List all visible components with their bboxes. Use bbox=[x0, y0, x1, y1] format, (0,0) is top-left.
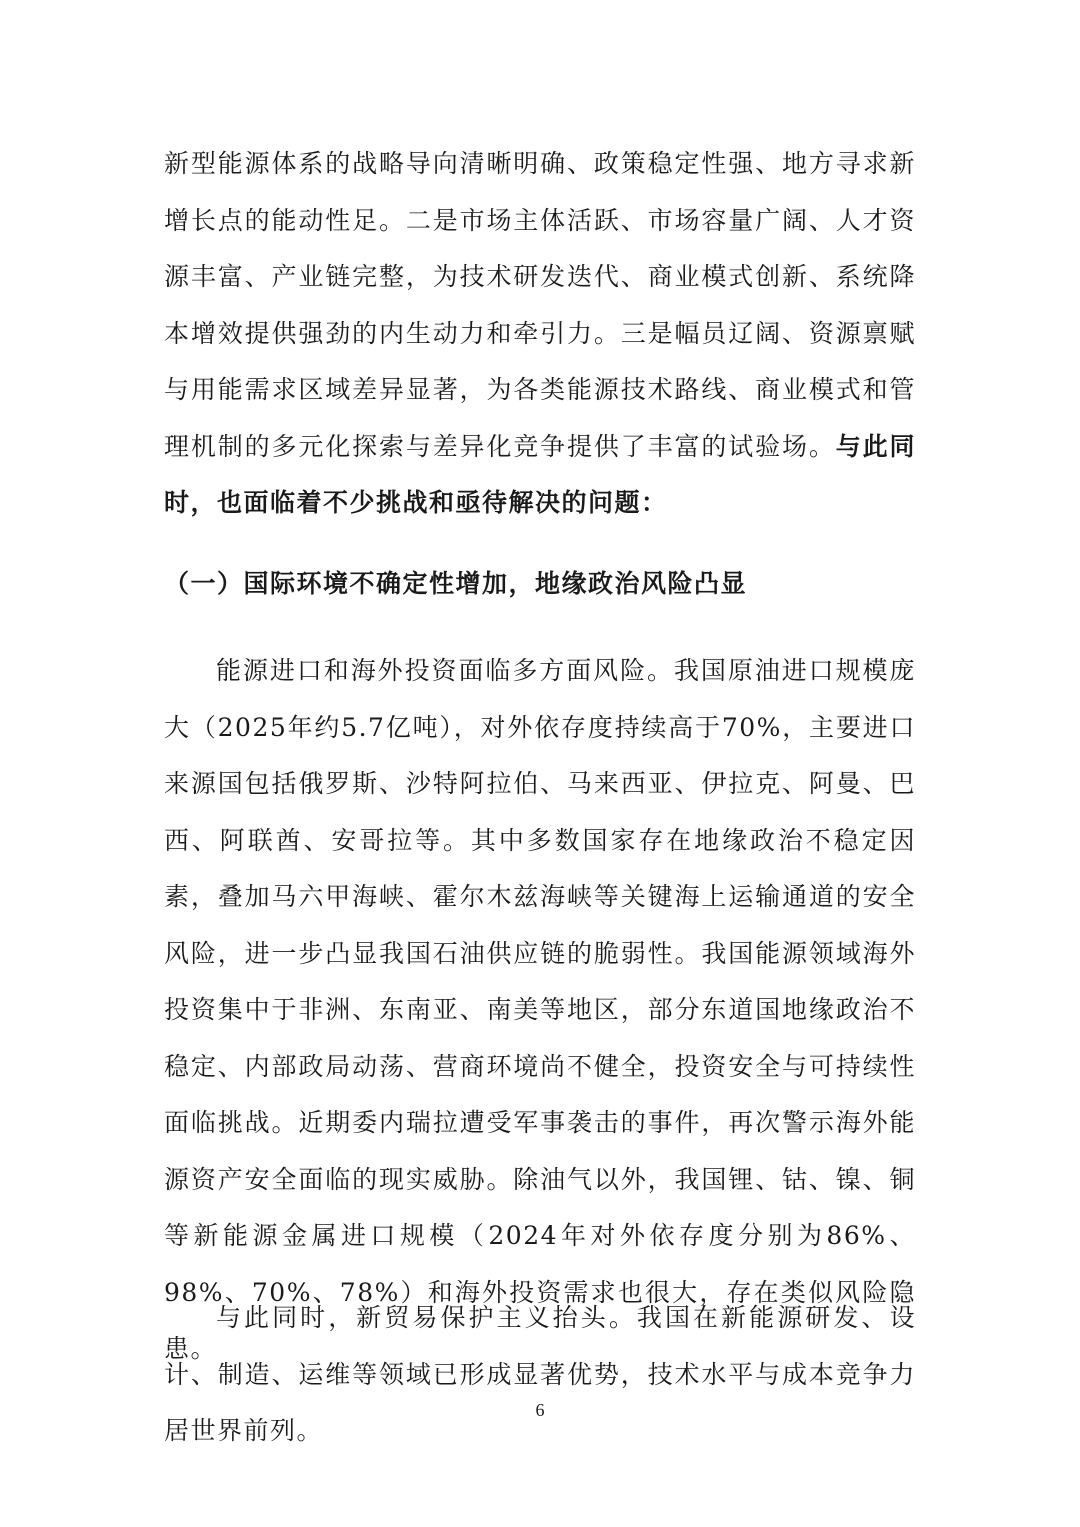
paragraph-trade-protectionism: 与此同时，新贸易保护主义抬头。我国在新能源研发、设计、制造、运维等领域已形成显著优势，技术水平与成本竞争力居世界前列。 bbox=[164, 1303, 916, 1445]
paragraph-continued bbox=[164, 136, 916, 532]
section-heading: （一）国际环境不确定性增加，地缘政治风险凸显 bbox=[164, 569, 748, 598]
page-number: 6 bbox=[535, 1400, 545, 1420]
paragraph-continued-text: 新型能源体系的战略导向清晰明确、政策稳定性强、地方寻求新增长点的能动性足。二是市场主体活跃、市场容量广阔、人才资源丰富、产业链完整，为技术研发迭代、商业模式创新、系统降本增效提供强劲的内生动力和牵引力。三是幅员辽阔、资源禀赋与用能需求区域差异显著，为各类能源技术路线、商业模式和管理机制的多元化探索与差异化竞争提供了丰富的试验场。 bbox=[164, 149, 916, 461]
paragraph-continued-bold-tail: 与此同时，也面临着不少挑战和亟待解决的问题： bbox=[164, 431, 916, 517]
paragraph-import-risks: 能源进口和海外投资面临多方面风险。我国原油进口规模庞大（2025年约5.7亿吨），对外依存度持续高于70%，主要进口来源国包括俄罗斯、沙特阿拉伯、马来西亚、伊拉克、阿曼、巴西、阿联酋、安哥拉等。其中多数国家存在地缘政治不稳定因素，叠加马六甲海峡、霍尔木兹海峡等关键海上运输通道的安全风险，进一步凸显我国石油供应链的脆弱性。我国能源领域海外投资集中于非洲、东南亚、南美等地区，部分东道国地缘政治不稳定、内部政局动荡、营商环境尚不健全，投资安全与可持续性面临挑战。近期委内瑞拉遭受军事袭击的事件，再次警示海外能源资产安全面临的现实威胁。除油气以外，我国锂、钴、镍、铜等新能源金属进口规模（2024年对外依存度分别为86%、98%、70%、78%）和海外投资需求也很大，存在类似风险隐患。 bbox=[164, 656, 916, 1363]
